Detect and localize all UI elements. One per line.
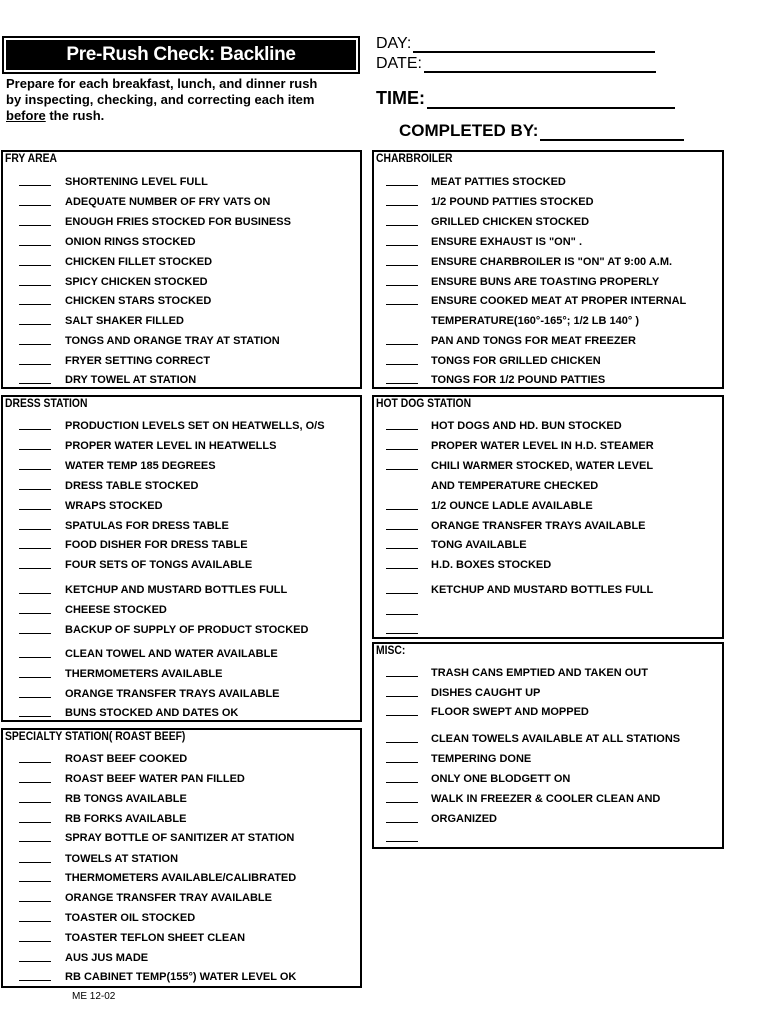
check-blank[interactable] — [386, 185, 418, 186]
check-blank[interactable] — [19, 383, 51, 384]
check-blank[interactable] — [19, 344, 51, 345]
completed-by-label: COMPLETED BY: — [399, 121, 539, 140]
checklist-item: ENSURE CHARBROILER IS "ON" AT 9:00 A.M. — [431, 256, 673, 268]
check-blank[interactable] — [19, 449, 51, 450]
checklist-item: ONION RINGS STOCKED — [65, 236, 196, 248]
checklist-item: 1/2 OUNCE LADLE AVAILABLE — [431, 500, 593, 512]
section-title: MISC: — [376, 645, 406, 657]
checklist-item: TOASTER OIL STOCKED — [65, 912, 196, 924]
check-blank[interactable] — [19, 881, 51, 882]
check-blank[interactable] — [19, 697, 51, 698]
checklist-item: ADEQUATE NUMBER OF FRY VATS ON — [65, 196, 271, 208]
checklist-item: TONGS FOR 1/2 POUND PATTIES — [431, 374, 606, 386]
check-blank[interactable] — [19, 593, 51, 594]
checklist-item: SPRAY BOTTLE OF SANITIZER AT STATION — [65, 832, 295, 844]
checklist-item: FOOD DISHER FOR DRESS TABLE — [65, 539, 248, 551]
form-code: ME 12-02 — [72, 991, 116, 1002]
check-blank[interactable] — [19, 245, 51, 246]
check-blank[interactable] — [19, 841, 51, 842]
day-label: DAY: — [376, 35, 412, 52]
check-blank[interactable] — [386, 304, 418, 305]
checklist-item: BACKUP OF SUPPLY OF PRODUCT STOCKED — [65, 624, 309, 636]
checklist-item: THERMOMETERS AVAILABLE/CALIBRATED — [65, 872, 297, 884]
check-blank[interactable] — [386, 265, 418, 266]
checklist-item: SALT SHAKER FILLED — [65, 315, 184, 327]
checklist-item: ENOUGH FRIES STOCKED FOR BUSINESS — [65, 216, 291, 228]
checklist-item: CHILI WARMER STOCKED, WATER LEVEL — [431, 460, 654, 472]
checklist-item: DRESS TABLE STOCKED — [65, 480, 199, 492]
checklist-item: FOUR SETS OF TONGS AVAILABLE — [65, 559, 253, 571]
check-blank[interactable] — [19, 677, 51, 678]
check-blank[interactable] — [19, 489, 51, 490]
checklist-item: WATER TEMP 185 DEGREES — [65, 460, 216, 472]
checklist-item: CLEAN TOWELS AVAILABLE AT ALL STATIONS — [431, 733, 681, 745]
checklist-item: SHORTENING LEVEL FULL — [65, 176, 208, 188]
check-blank[interactable] — [19, 633, 51, 634]
checklist-item: ORANGE TRANSFER TRAYS AVAILABLE — [65, 688, 280, 700]
checklist-item: BUNS STOCKED AND DATES OK — [65, 707, 239, 719]
checklist-item: WRAPS STOCKED — [65, 500, 163, 512]
intro-text — [6, 76, 336, 124]
specialty-station-section — [1, 728, 362, 988]
intro-after: the rush. — [45, 108, 105, 123]
checklist-item: ROAST BEEF COOKED — [65, 753, 188, 765]
check-blank[interactable] — [386, 449, 418, 450]
date-line[interactable] — [424, 56, 656, 73]
checklist-item: CHICKEN STARS STOCKED — [65, 295, 212, 307]
check-blank[interactable] — [19, 941, 51, 942]
check-blank[interactable] — [19, 509, 51, 510]
checklist-item: RB FORKS AVAILABLE — [65, 813, 187, 825]
checklist-item: KETCHUP AND MUSTARD BOTTLES FULL — [65, 584, 288, 596]
checklist-item: TONGS FOR GRILLED CHICKEN — [431, 355, 601, 367]
checklist-item: DRY TOWEL AT STATION — [65, 374, 197, 386]
check-blank[interactable] — [386, 593, 418, 594]
fry-area-section — [1, 150, 362, 389]
checklist-item: GRILLED CHICKEN STOCKED — [431, 216, 590, 228]
checklist-item: CHEESE STOCKED — [65, 604, 167, 616]
title-banner — [2, 36, 360, 74]
check-blank[interactable] — [19, 716, 51, 717]
section-title: FRY AREA — [5, 153, 57, 165]
check-blank[interactable] — [386, 696, 418, 697]
checklist-item: FLOOR SWEPT AND MOPPED — [431, 706, 589, 718]
checklist-item: TEMPERING DONE — [431, 753, 532, 765]
check-blank[interactable] — [386, 285, 418, 286]
checklist-item: ORANGE TRANSFER TRAYS AVAILABLE — [431, 520, 646, 532]
check-blank[interactable] — [19, 285, 51, 286]
check-blank[interactable] — [19, 961, 51, 962]
checklist-item: ORGANIZED — [431, 813, 497, 825]
checklist-item: ROAST BEEF WATER PAN FILLED — [65, 773, 245, 785]
dress-station-section — [1, 395, 362, 722]
checklist-item: CHICKEN FILLET STOCKED — [65, 256, 213, 268]
check-blank[interactable] — [19, 324, 51, 325]
time-line[interactable] — [427, 91, 675, 109]
checklist-item: ENSURE BUNS ARE TOASTING PROPERLY — [431, 276, 660, 288]
check-blank[interactable] — [386, 344, 418, 345]
check-blank[interactable] — [19, 548, 51, 549]
check-blank[interactable] — [386, 364, 418, 365]
check-blank[interactable] — [386, 633, 418, 634]
checklist-item: WALK IN FREEZER & COOLER CLEAN AND — [431, 793, 661, 805]
section-title: SPECIALTY STATION( ROAST BEEF) — [5, 731, 186, 743]
charbroiler-section — [372, 150, 724, 389]
check-blank[interactable] — [19, 185, 51, 186]
check-blank[interactable] — [386, 715, 418, 716]
time-field — [376, 88, 675, 109]
check-blank[interactable] — [19, 529, 51, 530]
checklist-item: H.D. BOXES STOCKED — [431, 559, 552, 571]
page-title: Pre-Rush Check: Backline — [6, 40, 356, 70]
check-blank[interactable] — [19, 304, 51, 305]
check-blank[interactable] — [19, 613, 51, 614]
checklist-item: TONG AVAILABLE — [431, 539, 527, 551]
misc-section — [372, 642, 724, 849]
check-blank[interactable] — [19, 762, 51, 763]
checklist-item: PROPER WATER LEVEL IN HEATWELLS — [65, 440, 277, 452]
check-blank[interactable] — [386, 429, 418, 430]
completed-by-line[interactable] — [540, 123, 684, 141]
check-blank[interactable] — [19, 568, 51, 569]
checklist-item: TRASH CANS EMPTIED AND TAKEN OUT — [431, 667, 648, 679]
check-blank[interactable] — [386, 548, 418, 549]
day-line[interactable] — [413, 36, 655, 53]
date-label: DATE: — [376, 55, 422, 72]
check-blank[interactable] — [386, 245, 418, 246]
date-field — [376, 55, 656, 73]
intro-emphasis: before — [6, 108, 46, 123]
check-blank[interactable] — [386, 841, 418, 842]
checklist-item: AUS JUS MADE — [65, 952, 149, 964]
checklist-item: ONLY ONE BLODGETT ON — [431, 773, 571, 785]
checklist-item: DISHES CAUGHT UP — [431, 687, 541, 699]
check-blank[interactable] — [19, 364, 51, 365]
checklist-item-continued: TEMPERATURE(160°-165°; 1/2 LB 140° ) — [431, 315, 639, 327]
checklist-item: RB CABINET TEMP(155°) WATER LEVEL OK — [65, 971, 297, 983]
checklist-item: PROPER WATER LEVEL IN H.D. STEAMER — [431, 440, 654, 452]
checklist-item-continued: AND TEMPERATURE CHECKED — [431, 480, 599, 492]
checklist-item: ORANGE TRANSFER TRAY AVAILABLE — [65, 892, 272, 904]
check-blank[interactable] — [19, 921, 51, 922]
check-blank[interactable] — [386, 383, 418, 384]
completed-by-field — [399, 121, 684, 141]
day-field — [376, 35, 655, 53]
checklist-item: ENSURE EXHAUST IS "ON" . — [431, 236, 583, 248]
section-title: CHARBROILER — [376, 153, 453, 165]
check-blank[interactable] — [386, 676, 418, 677]
check-blank[interactable] — [386, 802, 418, 803]
checklist-item: SPICY CHICKEN STOCKED — [65, 276, 208, 288]
check-blank[interactable] — [19, 657, 51, 658]
checklist-item: 1/2 POUND PATTIES STOCKED — [431, 196, 594, 208]
checklist-item: CLEAN TOWEL AND WATER AVAILABLE — [65, 648, 278, 660]
check-blank[interactable] — [386, 568, 418, 569]
checklist-item: SPATULAS FOR DRESS TABLE — [65, 520, 229, 532]
check-blank[interactable] — [386, 742, 418, 743]
hot-dog-station-section — [372, 395, 724, 639]
check-blank[interactable] — [19, 429, 51, 430]
check-blank[interactable] — [19, 901, 51, 902]
checklist-item: TOWELS AT STATION — [65, 853, 179, 865]
checklist-item: FRYER SETTING CORRECT — [65, 355, 211, 367]
check-blank[interactable] — [19, 225, 51, 226]
checklist-item: THERMOMETERS AVAILABLE — [65, 668, 223, 680]
check-blank[interactable] — [386, 469, 418, 470]
check-blank[interactable] — [19, 469, 51, 470]
time-label: TIME: — [376, 88, 425, 108]
checklist-item: MEAT PATTIES STOCKED — [431, 176, 566, 188]
check-blank[interactable] — [19, 265, 51, 266]
check-blank[interactable] — [19, 862, 51, 863]
check-blank[interactable] — [386, 614, 418, 615]
check-blank[interactable] — [386, 225, 418, 226]
check-blank[interactable] — [19, 802, 51, 803]
check-blank[interactable] — [386, 762, 418, 763]
check-blank[interactable] — [19, 205, 51, 206]
check-blank[interactable] — [19, 822, 51, 823]
section-title: DRESS STATION — [5, 398, 88, 410]
checklist-item: RB TONGS AVAILABLE — [65, 793, 187, 805]
checklist-item: TOASTER TEFLON SHEET CLEAN — [65, 932, 246, 944]
checklist-item: KETCHUP AND MUSTARD BOTTLES FULL — [431, 584, 654, 596]
check-blank[interactable] — [386, 205, 418, 206]
check-blank[interactable] — [386, 529, 418, 530]
check-blank[interactable] — [386, 822, 418, 823]
section-title: HOT DOG STATION — [376, 398, 472, 410]
check-blank[interactable] — [19, 980, 51, 981]
checklist-item: ENSURE COOKED MEAT AT PROPER INTERNAL — [431, 295, 687, 307]
checklist-item: HOT DOGS AND HD. BUN STOCKED — [431, 420, 622, 432]
check-blank[interactable] — [386, 782, 418, 783]
check-blank[interactable] — [386, 509, 418, 510]
check-blank[interactable] — [19, 782, 51, 783]
checklist-item: PRODUCTION LEVELS SET ON HEATWELLS, O/S — [65, 420, 325, 432]
intro-before: Prepare for each breakfast, lunch, and dinner rush by inspecting, checking, and correcting each item — [6, 76, 318, 107]
checklist-item: PAN AND TONGS FOR MEAT FREEZER — [431, 335, 636, 347]
checklist-item: TONGS AND ORANGE TRAY AT STATION — [65, 335, 280, 347]
